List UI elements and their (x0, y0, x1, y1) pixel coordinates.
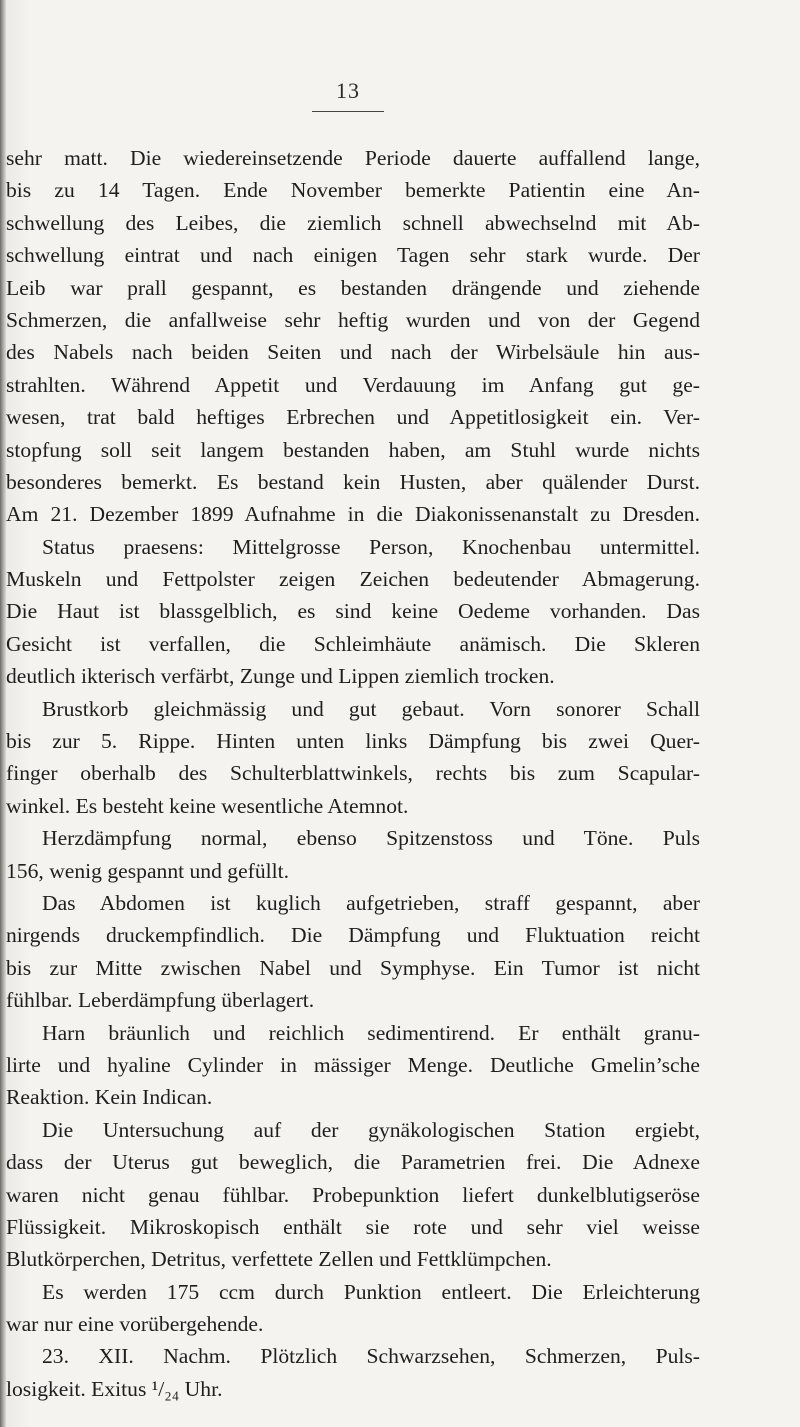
text-line: losigkeit. Exitus ¹/₂₄ Uhr. (6, 1376, 223, 1401)
text-line: bis zur 5. Rippe. Hinten unten links Dämpfung bis zwei Quer- (6, 729, 700, 754)
text-line: Gesicht ist verfallen, die Schleimhäute anämisch. Die Skleren (6, 631, 700, 656)
text-line: Muskeln und Fettpolster zeigen Zeichen bedeutender Abmagerung. (6, 567, 700, 592)
text-line: Leib war prall gespannt, es bestanden drängende und ziehende (6, 275, 700, 300)
text-line: schwellung des Leibes, die ziemlich schnell abwechselnd mit Ab- (6, 210, 700, 235)
page-number-rule (312, 111, 384, 112)
text-line: wesen, trat bald heftiges Erbrechen und Appetitlosigkeit ein. Ver- (6, 405, 700, 430)
page-number: 13 (336, 78, 360, 103)
text-line: Das Abdomen ist kuglich aufgetrieben, straff gespannt, aber (42, 890, 700, 915)
text-line: stopfung soll seit langem bestanden haben, am Stuhl wurde nichts (6, 437, 700, 462)
text-line: war nur eine vorübergehende. (6, 1312, 264, 1337)
text-line: strahlten. Während Appetit und Verdauung im Anfang gut ge- (6, 372, 700, 397)
text-line: schwellung eintrat und nach einigen Tagen sehr stark wurde. Der (6, 243, 700, 268)
text-line: Die Haut ist blassgelblich, es sind keine Oedeme vorhanden. Das (6, 599, 700, 624)
text-line: bis zur Mitte zwischen Nabel und Symphyse. Ein Tumor ist nicht (6, 955, 700, 980)
text-line: 23. XII. Nachm. Plötzlich Schwarzsehen, Schmerzen, Puls- (42, 1344, 700, 1369)
text-line: besonderes bemerkt. Es bestand kein Husten, aber quälender Durst. (6, 469, 700, 494)
body-text (6, 142, 700, 1405)
text-line: bis zu 14 Tagen. Ende November bemerkte Patientin eine An- (6, 178, 700, 203)
text-line: Die Untersuchung auf der gynäkologischen Station ergiebt, (42, 1117, 700, 1142)
text-line: finger oberhalb des Schulterblattwinkels, rechts bis zum Scapular- (6, 761, 700, 786)
text-line: Flüssigkeit. Mikroskopisch enthält sie rote und sehr viel weisse (6, 1214, 700, 1239)
text-line: Blutkörperchen, Detritus, verfettete Zellen und Fettklümpchen. (6, 1247, 552, 1272)
text-line: Reaktion. Kein Indican. (6, 1085, 213, 1110)
text-line: des Nabels nach beiden Seiten und nach der Wirbelsäule hin aus- (6, 340, 700, 365)
text-line: lirte und hyaline Cylinder in mässiger Menge. Deutliche Gmelin’sche (6, 1052, 700, 1077)
text-line: fühlbar. Leberdämpfung überlagert. (6, 988, 315, 1013)
text-line: winkel. Es besteht keine wesentliche Atemnot. (6, 793, 409, 818)
text-line: dass der Uterus gut beweglich, die Parametrien frei. Die Adnexe (6, 1150, 700, 1175)
text-line: Brustkorb gleichmässig und gut gebaut. Vorn sonorer Schall (42, 696, 700, 721)
text-line: Am 21. Dezember 1899 Aufnahme in die Diakonissenanstalt zu Dresden. (6, 502, 700, 527)
text-line: deutlich ikterisch verfärbt, Zunge und Lippen ziemlich trocken. (6, 664, 555, 689)
text-line: Harn bräunlich und reichlich sedimentirend. Er enthält granu- (42, 1020, 700, 1045)
text-line: 156, wenig gespannt und gefüllt. (6, 858, 290, 883)
text-line: Herzdämpfung normal, ebenso Spitzenstoss und Töne. Puls (42, 826, 700, 851)
text-line: sehr matt. Die wiedereinsetzende Periode dauerte auffallend lange, (6, 146, 700, 170)
text-line: waren nicht genau fühlbar. Probepunktion liefert dunkelblutigseröse (6, 1182, 700, 1207)
text-line: nirgends druckempfindlich. Die Dämpfung und Fluktuation reicht (6, 923, 700, 948)
text-line: Schmerzen, die anfallweise sehr heftig wurden und von der Gegend (6, 307, 700, 332)
text-line: Es werden 175 ccm durch Punktion entleert. Die Erleichterung (42, 1279, 700, 1304)
text-line: Status praesens: Mittelgrosse Person, Knochenbau untermittel. (42, 534, 700, 559)
